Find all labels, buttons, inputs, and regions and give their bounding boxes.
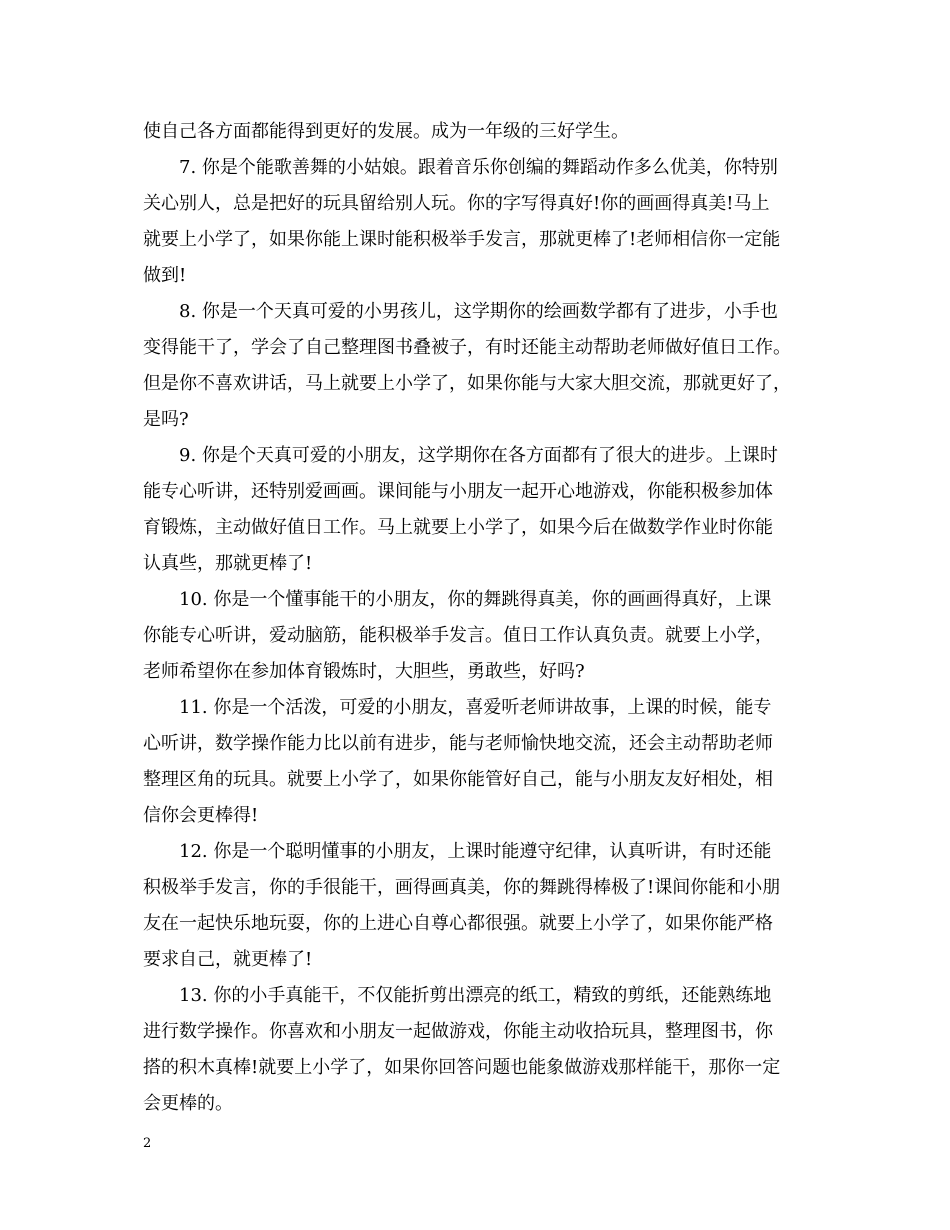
text-line: 整理区角的玩具。就要上小学了，如果你能管好自己，能与小朋友友好相处，相 (143, 769, 773, 790)
text-line: 9. 你是个天真可爱的小朋友，这学期你在各方面都有了很大的进步。上课时 (179, 445, 778, 466)
text-line: 育锻炼，主动做好值日工作。马上就要上小学了，如果今后在做数学作业时你能 (143, 517, 773, 538)
text-line: 能专心听讲，还特别爱画画。课间能与小朋友一起开心地游戏，你能积极参加体 (143, 481, 773, 502)
text-line: 认真些，那就更棒了! (143, 553, 313, 574)
text-line: 就要上小学了，如果你能上课时能积极举手发言，那就更棒了!老师相信你一定能 (143, 229, 781, 250)
text-line: 12. 你是一个聪明懂事的小朋友，上课时能遵守纪律，认真听讲，有时还能 (179, 841, 772, 862)
text-line: 8. 你是一个天真可爱的小男孩儿，这学期你的绘画数学都有了进步，小手也 (179, 301, 778, 322)
text-line: 友在一起快乐地玩耍，你的上进心自尊心都很强。就要上小学了，如果你能严格 (143, 913, 773, 934)
text-line: 老师希望你在参加体育锻炼时，大胆些，勇敢些，好吗? (143, 661, 585, 682)
text-line: 进行数学操作。你喜欢和小朋友一起做游戏，你能主动收拾玩具，整理图书，你 (143, 1021, 773, 1042)
text-line: 但是你不喜欢讲话，马上就要上小学了，如果你能与大家大胆交流，那就更好了， (143, 373, 791, 394)
text-line: 做到! (143, 265, 187, 286)
text-line: 会更棒的。 (143, 1093, 233, 1114)
text-line: 信你会更棒得! (143, 805, 259, 826)
text-line: 关心别人，总是把好的玩具留给别人玩。你的字写得真好!你的画画得真美!马上 (143, 193, 770, 214)
text-line: 10. 你是一个懂事能干的小朋友，你的舞跳得真美，你的画画得真好，上课 (179, 589, 772, 610)
text-line: 是吗? (143, 409, 189, 430)
text-line: 搭的积木真棒!就要上小学了，如果你回答问题也能象做游戏那样能干，那你一定 (143, 1057, 781, 1078)
text-line: 7. 你是个能歌善舞的小姑娘。跟着音乐你创编的舞蹈动作多么优美，你特别 (179, 157, 778, 178)
document-body (143, 114, 811, 1122)
text-line: 使自己各方面都能得到更好的发展。成为一年级的三好学生。 (143, 121, 629, 142)
page-number: 2 (143, 1136, 152, 1151)
text-line: 心听讲，数学操作能力比以前有进步，能与老师愉快地交流，还会主动帮助老师 (143, 733, 773, 754)
text-line: 变得能干了，学会了自己整理图书叠被子，有时还能主动帮助老师做好值日工作。 (143, 337, 791, 358)
text-line: 11. 你是一个活泼，可爱的小朋友，喜爱听老师讲故事，上课的时候，能专 (179, 697, 772, 718)
text-line: 要求自己，就更棒了! (143, 949, 313, 970)
text-line: 13. 你的小手真能干，不仅能折剪出漂亮的纸工，精致的剪纸，还能熟练地 (179, 985, 772, 1006)
text-line: 积极举手发言，你的手很能干，画得画真美，你的舞跳得棒极了!课间你能和小朋 (143, 877, 781, 898)
text-line: 你能专心听讲，爱动脑筋，能积极举手发言。值日工作认真负责。就要上小学， (143, 625, 773, 646)
